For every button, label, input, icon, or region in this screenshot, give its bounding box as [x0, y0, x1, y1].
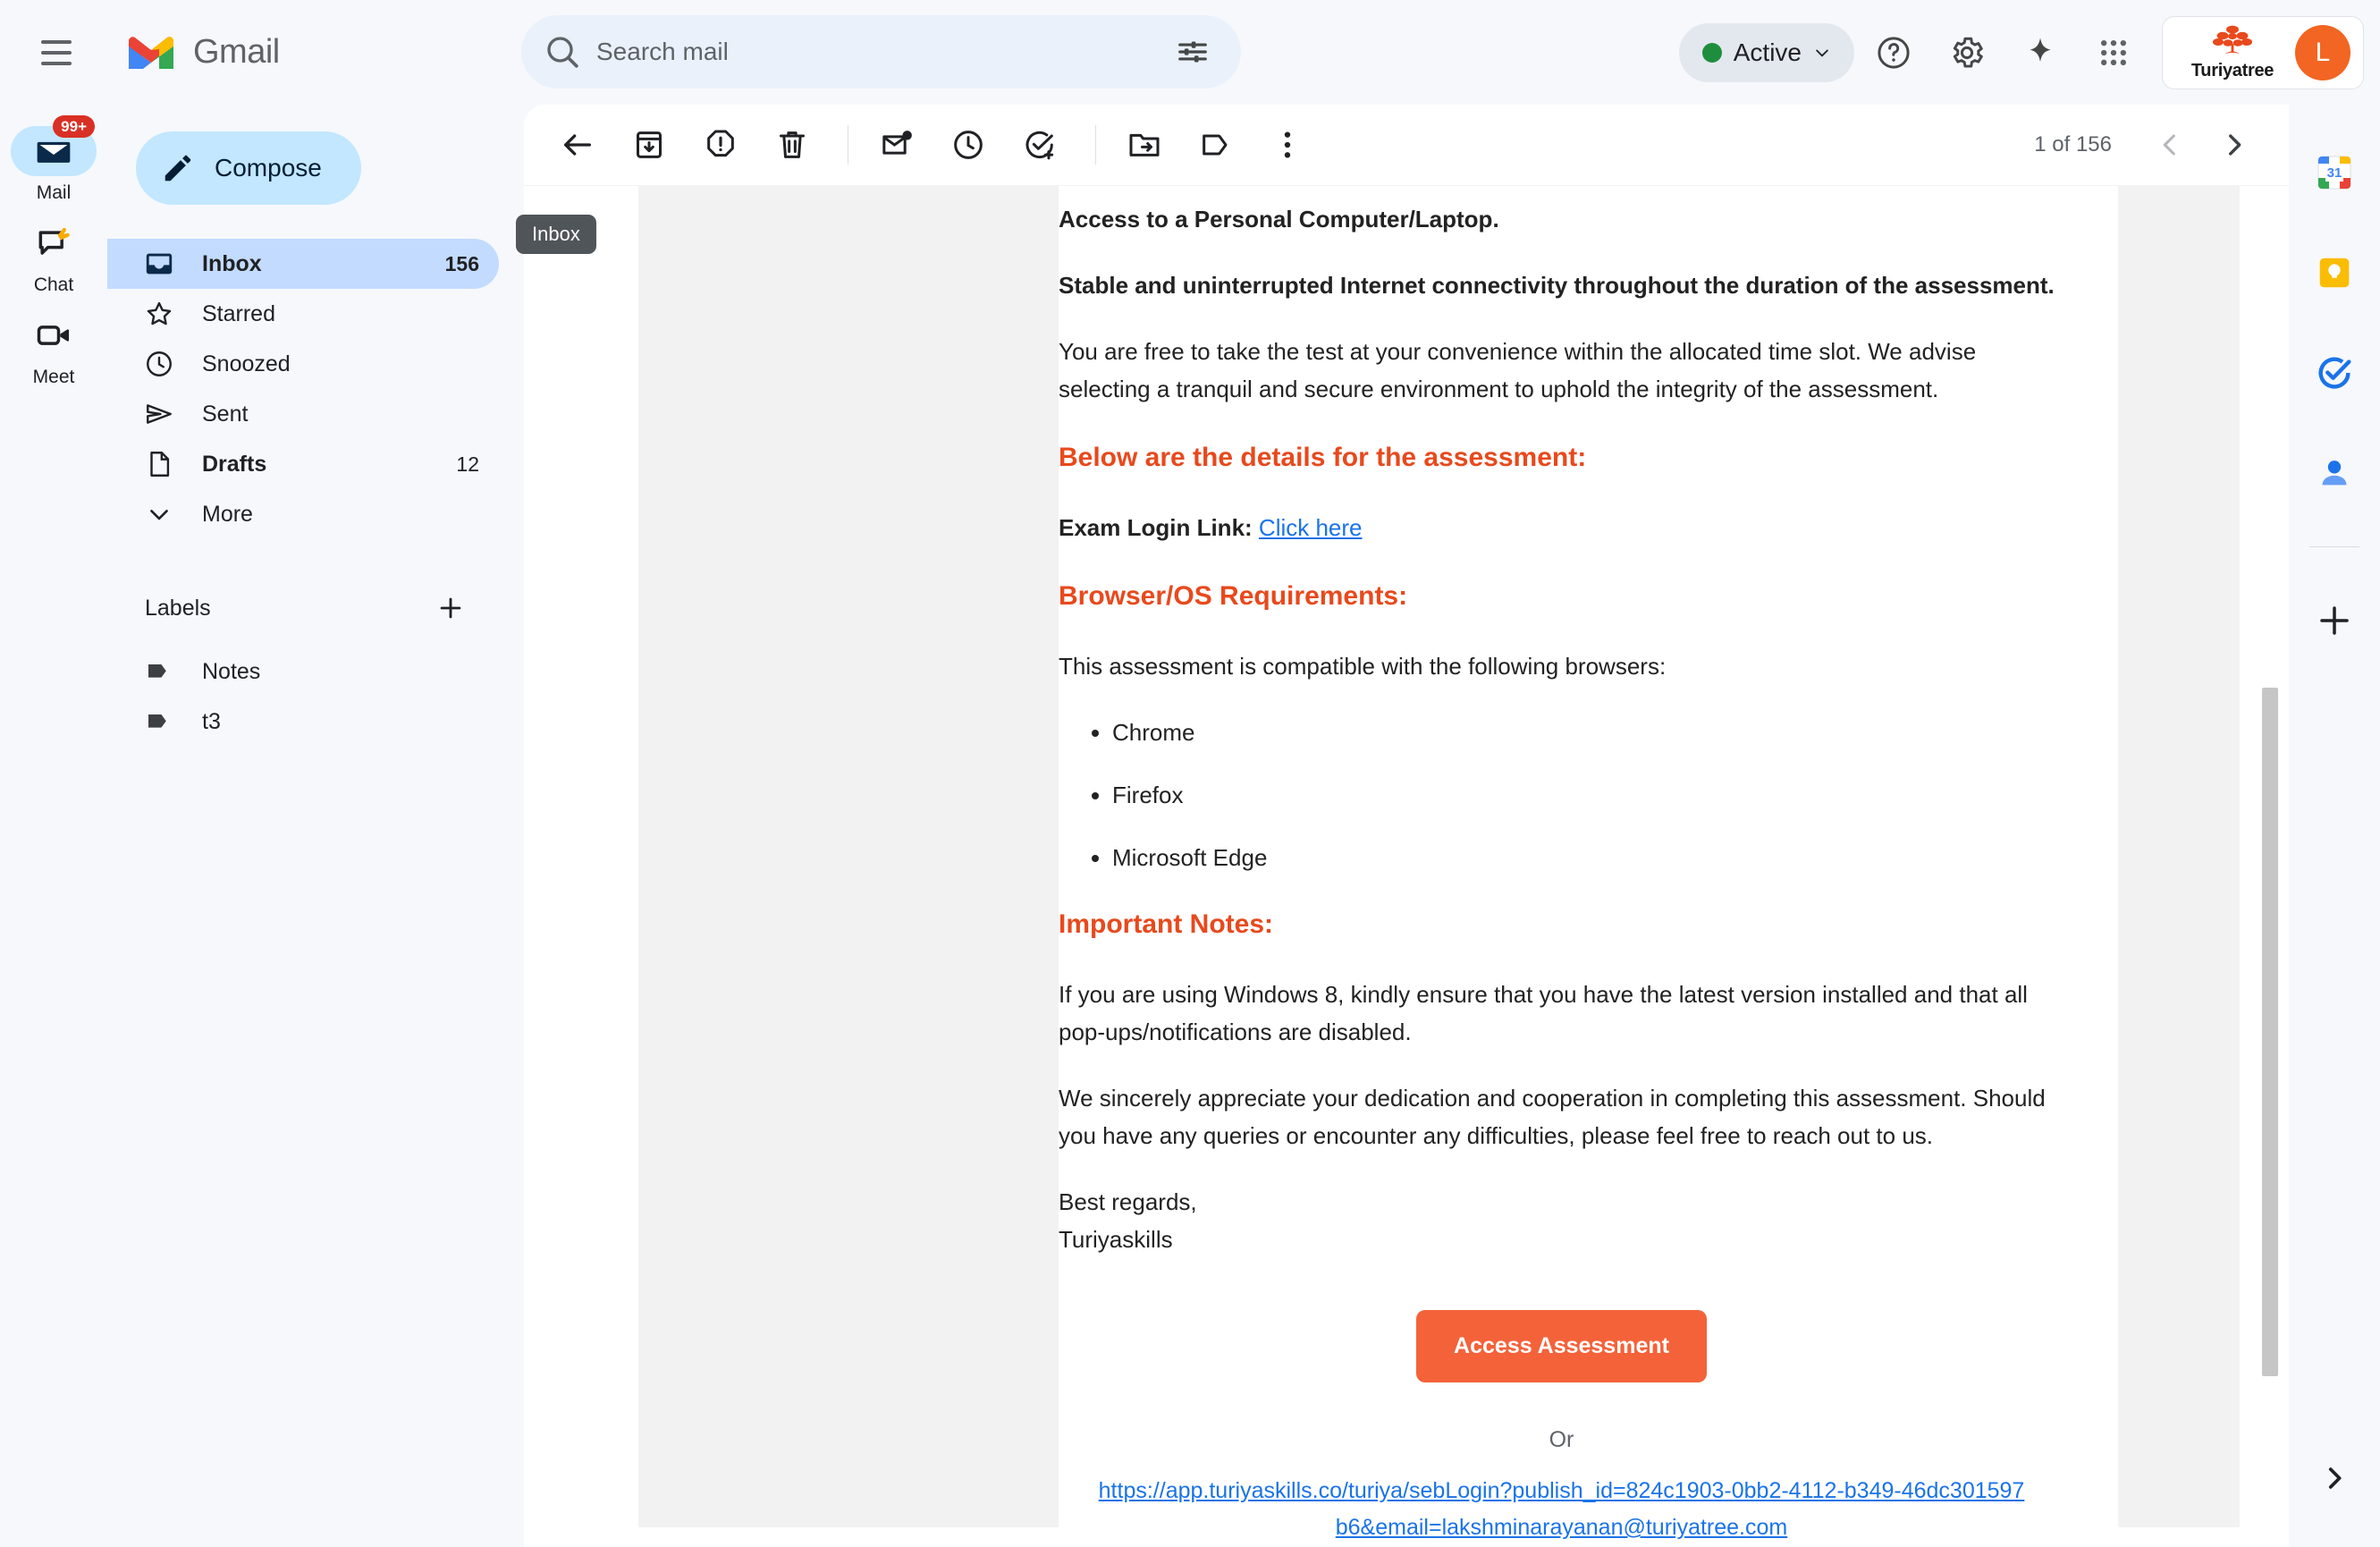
tune-filter-icon[interactable]	[1168, 27, 1218, 77]
email-canvas	[638, 186, 2240, 1541]
toolbar-divider	[1095, 125, 1096, 165]
sidebar-item-drafts[interactable]	[107, 439, 499, 489]
archive-icon[interactable]	[617, 113, 681, 177]
label-icon[interactable]	[1184, 113, 1248, 177]
document-icon	[143, 448, 175, 480]
search-icon	[544, 34, 580, 70]
account-switcher[interactable]	[2162, 16, 2364, 89]
video-camera-icon	[34, 316, 73, 355]
report-spam-icon[interactable]	[688, 113, 753, 177]
compose-button[interactable]	[136, 131, 361, 205]
app-rail	[0, 105, 107, 1547]
svg-text:31: 31	[2326, 165, 2342, 181]
back-arrow-icon[interactable]	[545, 113, 610, 177]
chevron-down-icon	[1813, 44, 1831, 62]
rail-label-mail: Mail	[36, 182, 72, 203]
heading-important-notes: Important Notes:	[1059, 909, 1273, 940]
top-right-actions	[1679, 0, 2364, 105]
chat-bubble-icon	[34, 224, 73, 263]
sidebar-item-label-notes[interactable]	[107, 647, 499, 697]
gear-icon[interactable]	[1933, 19, 2001, 87]
inbox-icon	[143, 248, 175, 280]
access-assessment-button[interactable]: Access Assessment	[1416, 1310, 1707, 1382]
label-list	[107, 647, 524, 747]
chevron-left-icon[interactable]	[2142, 117, 2198, 173]
sidebar-item-snoozed[interactable]	[107, 339, 499, 389]
mail-sidebar	[107, 105, 524, 1547]
exam-login-link[interactable]: Click here	[1258, 514, 1363, 542]
list-item: • Chrome	[1112, 714, 2064, 751]
folder-list	[107, 239, 524, 539]
status-dot-icon	[1702, 43, 1722, 63]
note-windows: If you are using Windows 8, kindly ensure that you have the latest version installed and that all pop-ups/notifications are disabled.	[1059, 980, 2028, 1045]
org-name: Turiyatree	[2190, 60, 2275, 80]
label-tag-icon	[143, 706, 175, 738]
mail-unread-badge: 99+	[53, 115, 95, 138]
brand-label: Gmail	[193, 33, 280, 71]
sparkle-icon[interactable]	[2006, 19, 2074, 87]
trash-icon[interactable]	[760, 113, 824, 177]
email-paragraph: You are free to take the test at your convenience within the allocated time slot. We advise selecting a tranquil and secure environment to uphold the integrity of the assessment.	[1059, 338, 1977, 403]
top-bar	[0, 0, 2380, 105]
sidebar-label-snoozed: Snoozed	[202, 351, 291, 376]
sidebar-item-more[interactable]	[107, 489, 499, 539]
label-tag-icon	[143, 655, 175, 688]
google-keep-icon[interactable]	[2302, 241, 2367, 305]
status-label: Active	[1733, 38, 1802, 66]
heading-assessment-details: Below are the details for the assessment:	[1059, 443, 1587, 473]
exam-login-label: Exam Login Link:	[1059, 514, 1253, 542]
browser-list	[1094, 714, 2064, 876]
exam-login-line	[1059, 509, 2064, 546]
apps-grid-icon[interactable]	[2080, 19, 2148, 87]
search-input[interactable]	[596, 38, 1168, 66]
inbox-tooltip: Inbox	[516, 215, 596, 254]
search-bar[interactable]	[521, 15, 1241, 89]
labels-header	[145, 586, 470, 630]
message-scroll-area	[524, 186, 2289, 1547]
google-contacts-icon[interactable]	[2302, 441, 2367, 505]
email-paragraph: Access to a Personal Computer/Laptop.	[1059, 206, 1499, 232]
pager-count: 1 of 156	[2034, 132, 2112, 156]
message-pager	[2034, 117, 2289, 173]
list-item: • Firefox	[1112, 776, 2064, 814]
drafts-count: 12	[456, 452, 479, 476]
list-item: • Microsoft Edge	[1112, 839, 2064, 876]
sidebar-item-sent[interactable]	[107, 389, 499, 439]
signoff-line-2: Turiyaskills	[1059, 1226, 1173, 1254]
rail-label-chat: Chat	[33, 275, 74, 295]
message-scrollbar[interactable]	[2257, 267, 2280, 1547]
chevron-down-icon	[143, 498, 175, 530]
sidebar-item-label-t3[interactable]	[107, 697, 499, 747]
sidebar-item-inbox[interactable]	[107, 239, 499, 289]
gmail-logo-icon	[125, 33, 177, 72]
send-icon	[143, 398, 175, 430]
star-icon	[143, 298, 175, 330]
browser-intro: This assessment is compatible with the following browsers:	[1059, 652, 1667, 680]
label-name-t3: t3	[202, 708, 221, 734]
sidebar-label-more: More	[202, 501, 253, 527]
move-to-folder-icon[interactable]	[1112, 113, 1177, 177]
rail-item-chat[interactable]	[4, 213, 103, 301]
status-chip[interactable]	[1679, 23, 1854, 82]
signoff-line-1: Best regards,	[1059, 1188, 1197, 1216]
chevron-right-icon[interactable]	[2207, 117, 2262, 173]
google-tasks-icon[interactable]	[2302, 341, 2367, 405]
google-calendar-icon[interactable]	[2302, 140, 2367, 205]
mark-unread-icon[interactable]	[865, 113, 929, 177]
add-app-plus-icon[interactable]	[2302, 588, 2367, 653]
pencil-icon	[161, 151, 195, 185]
clock-icon	[143, 348, 175, 380]
gmail-brand[interactable]	[125, 33, 280, 72]
rail-item-meet[interactable]	[4, 305, 103, 393]
assessment-url-link[interactable]: https://app.turiyaskills.co/turiya/sebLogin?publish_id=824c1903-0bb2-4112-b349-46dc301597b6&email=lakshminarayanan@turiyatree.com	[1098, 1477, 2025, 1541]
add-to-tasks-icon[interactable]	[1008, 113, 1072, 177]
snooze-clock-icon[interactable]	[936, 113, 1000, 177]
sidebar-label-sent: Sent	[202, 401, 249, 427]
message-toolbar	[524, 105, 2289, 186]
heading-browser-requirements: Browser/OS Requirements:	[1059, 581, 1408, 612]
main-menu-icon[interactable]	[20, 16, 93, 89]
side-panel-divider	[2309, 546, 2359, 547]
more-vertical-icon[interactable]	[1255, 113, 1320, 177]
rail-label-meet: Meet	[32, 367, 75, 387]
google-apps-side-panel	[2289, 105, 2380, 1547]
or-separator-text: Or	[1549, 1427, 1574, 1453]
expand-side-panel-chevron-right-icon[interactable]	[2307, 1450, 2362, 1506]
email-body	[1059, 186, 2118, 1541]
org-logo-icon	[2179, 24, 2286, 81]
email-paragraph: Stable and uninterrupted Internet connectivity throughout the duration of the assessment.	[1059, 272, 2055, 300]
label-name-notes: Notes	[202, 658, 261, 684]
help-icon[interactable]	[1860, 19, 1928, 87]
sidebar-label-drafts: Drafts	[202, 451, 267, 477]
rail-item-mail[interactable]	[4, 118, 103, 209]
sidebar-label-inbox: Inbox	[202, 250, 262, 276]
add-label-plus-icon[interactable]	[431, 588, 470, 628]
note-thanks: We sincerely appreciate your dedication and cooperation in completing this assessment. Should you have any queries or encounter any difficulties, please feel free to reach out to us.	[1059, 1084, 2046, 1150]
sidebar-item-starred[interactable]	[107, 289, 499, 339]
message-pane	[524, 105, 2289, 1547]
inbox-count: 156	[444, 251, 479, 275]
cta-container	[1059, 1310, 2064, 1382]
compose-label: Compose	[215, 154, 322, 182]
sidebar-label-starred: Starred	[202, 300, 275, 326]
scrollbar-thumb[interactable]	[2262, 688, 2278, 1376]
labels-title: Labels	[145, 595, 211, 621]
avatar[interactable]: L	[2295, 25, 2350, 80]
